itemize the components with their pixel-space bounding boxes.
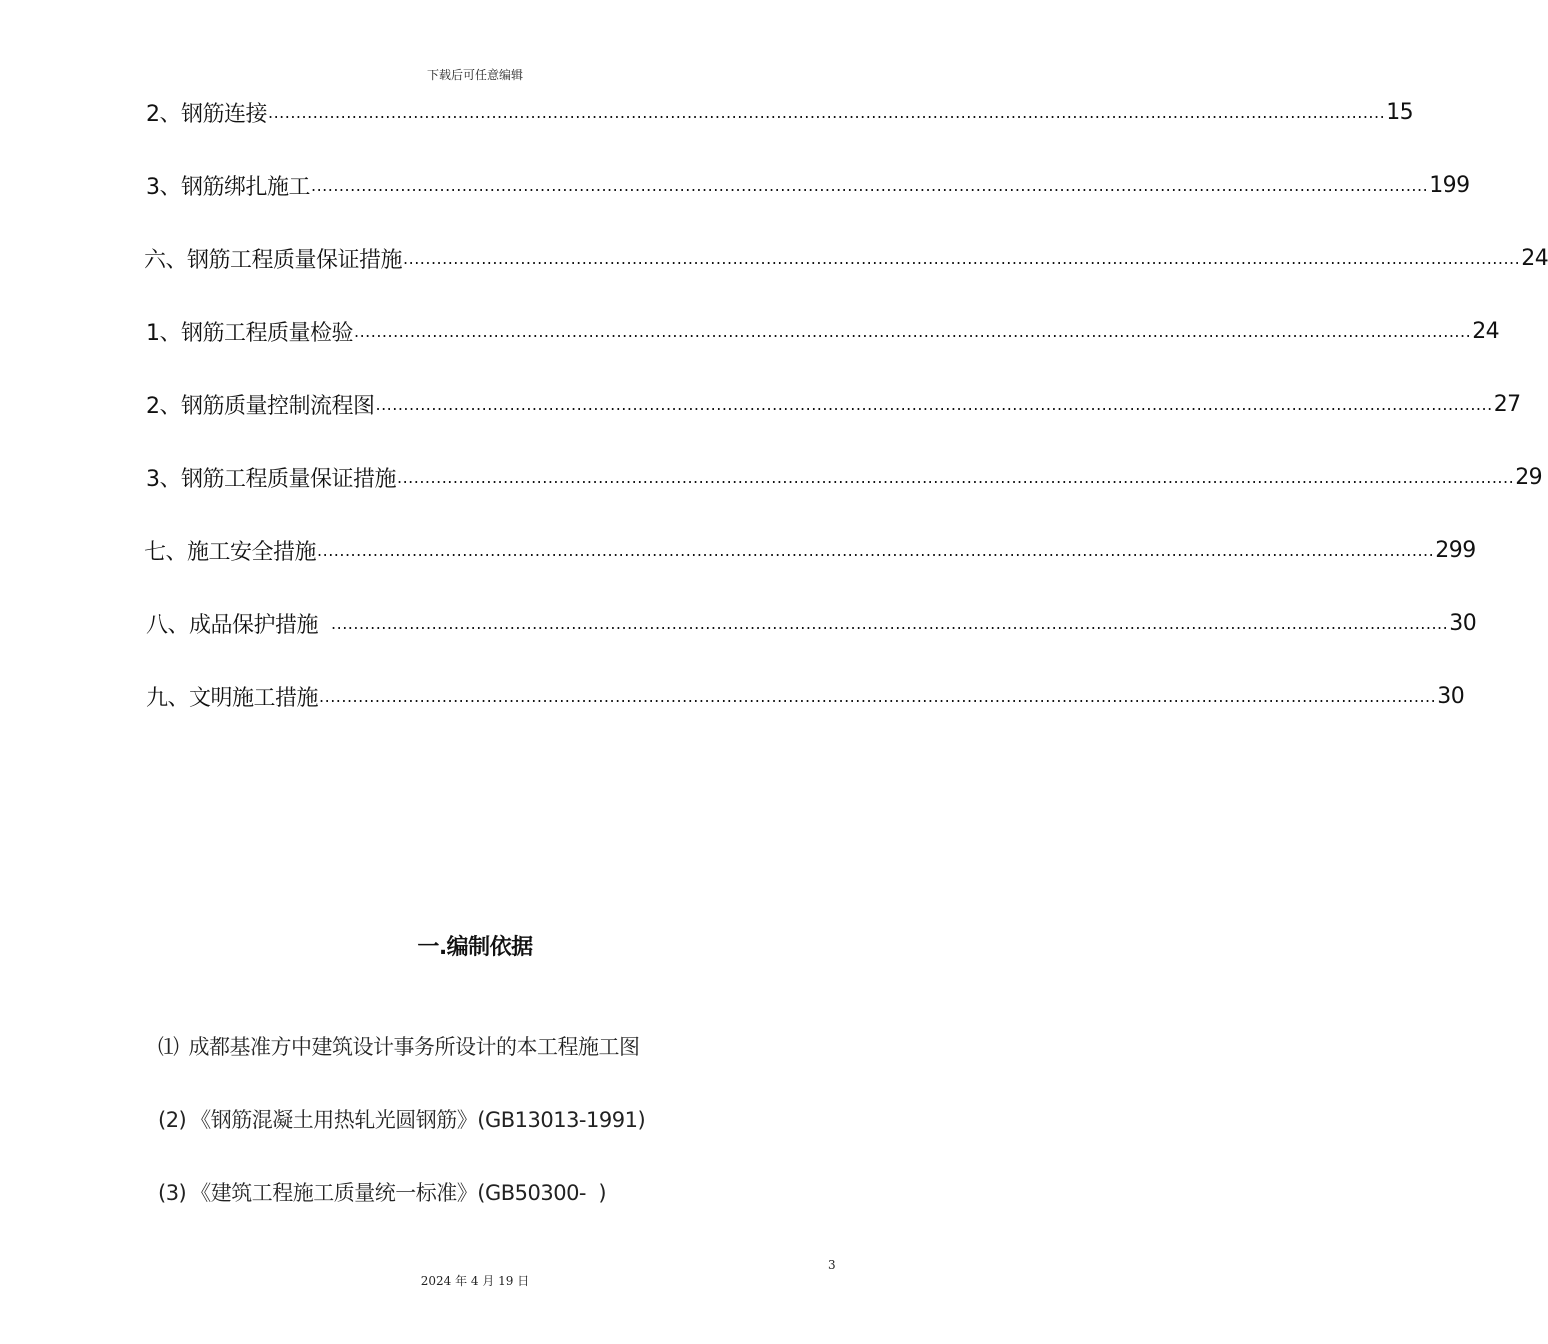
- page-header-note: 下载后可任意编辑: [426, 68, 523, 82]
- toc-entry[interactable]: [144, 533, 1476, 567]
- basis-list-item: [158, 1177, 606, 1207]
- toc-leader-dots: ........................................................................................................................................................................................................: [311, 176, 1429, 195]
- basis-item-number: (3): [158, 1181, 187, 1205]
- toc-entry-page: 24: [1521, 245, 1548, 271]
- toc-entry[interactable]: [146, 460, 1543, 494]
- toc-entry-label: 2、钢筋质量控制流程图: [146, 393, 375, 419]
- toc-leader-dots: ........................................................................................................................................................................................................: [319, 687, 1437, 706]
- basis-item-text: 《建筑工程施工质量统一标准》(GB50300- ): [190, 1181, 607, 1205]
- toc-leader-dots: ........................................................................................................................................................................................................: [403, 249, 1521, 268]
- toc-leader-dots: ........................................................................................................................................................................................................: [354, 322, 1472, 341]
- toc-leader-dots: ........................................................................................................................................................................................................: [317, 541, 1435, 560]
- toc-entry-page: 199: [1429, 172, 1470, 198]
- toc-entry[interactable]: [146, 606, 1477, 640]
- toc-entry-page: 30: [1449, 610, 1477, 636]
- toc-entry-label: 3、钢筋绑扎施工: [146, 174, 310, 200]
- toc-leader-dots: ........................................................................................................................................................................................................: [331, 614, 1449, 633]
- toc-leader-dots: ........................................................................................................................................................................................................: [268, 103, 1386, 122]
- basis-list-item: [158, 1104, 645, 1134]
- toc-entry-label: 八、成品保护措施: [146, 612, 319, 638]
- toc-entry-label: 六、钢筋工程质量保证措施: [144, 247, 403, 273]
- toc-entry-page: 30: [1437, 683, 1465, 709]
- basis-item-number: ⑴: [158, 1035, 179, 1059]
- toc-leader-dots: ........................................................................................................................................................................................................: [375, 395, 1493, 414]
- toc-entry-label: 1、钢筋工程质量检验: [146, 320, 353, 346]
- toc-entry[interactable]: [146, 168, 1470, 202]
- toc-entry[interactable]: [146, 679, 1465, 713]
- toc-entry[interactable]: [146, 387, 1521, 421]
- basis-list-item: [158, 1031, 640, 1061]
- toc-entry-label: 2、钢筋连接: [146, 101, 267, 127]
- toc-leader-dots: ........................................................................................................................................................................................................: [397, 468, 1515, 487]
- footer-date: 2024 年 4 月 19 日: [420, 1274, 530, 1288]
- toc-entry[interactable]: [144, 241, 1548, 275]
- basis-item-text: 成都基准方中建筑设计事务所设计的本工程施工图: [188, 1035, 640, 1059]
- basis-item-text: 《钢筋混凝土用热轧光圆钢筋》(GB13013-1991): [190, 1108, 646, 1132]
- toc-entry-label: 七、施工安全措施: [144, 539, 317, 565]
- toc-entry-page: 29: [1515, 464, 1543, 490]
- toc-entry-page: 27: [1493, 391, 1521, 417]
- toc-entry-label: 九、文明施工措施: [146, 685, 319, 711]
- toc-entry-label: 3、钢筋工程质量保证措施: [146, 466, 396, 492]
- page-number: 3: [828, 1258, 836, 1272]
- toc-entry[interactable]: [146, 314, 1500, 348]
- toc-entry-page: 299: [1435, 537, 1476, 563]
- toc-entry-page: 15: [1386, 99, 1414, 125]
- toc-entry[interactable]: [146, 95, 1414, 129]
- basis-item-number: (2): [158, 1108, 187, 1132]
- toc-entry-page: 24: [1472, 318, 1500, 344]
- section-heading: 一.编制依据: [417, 935, 533, 960]
